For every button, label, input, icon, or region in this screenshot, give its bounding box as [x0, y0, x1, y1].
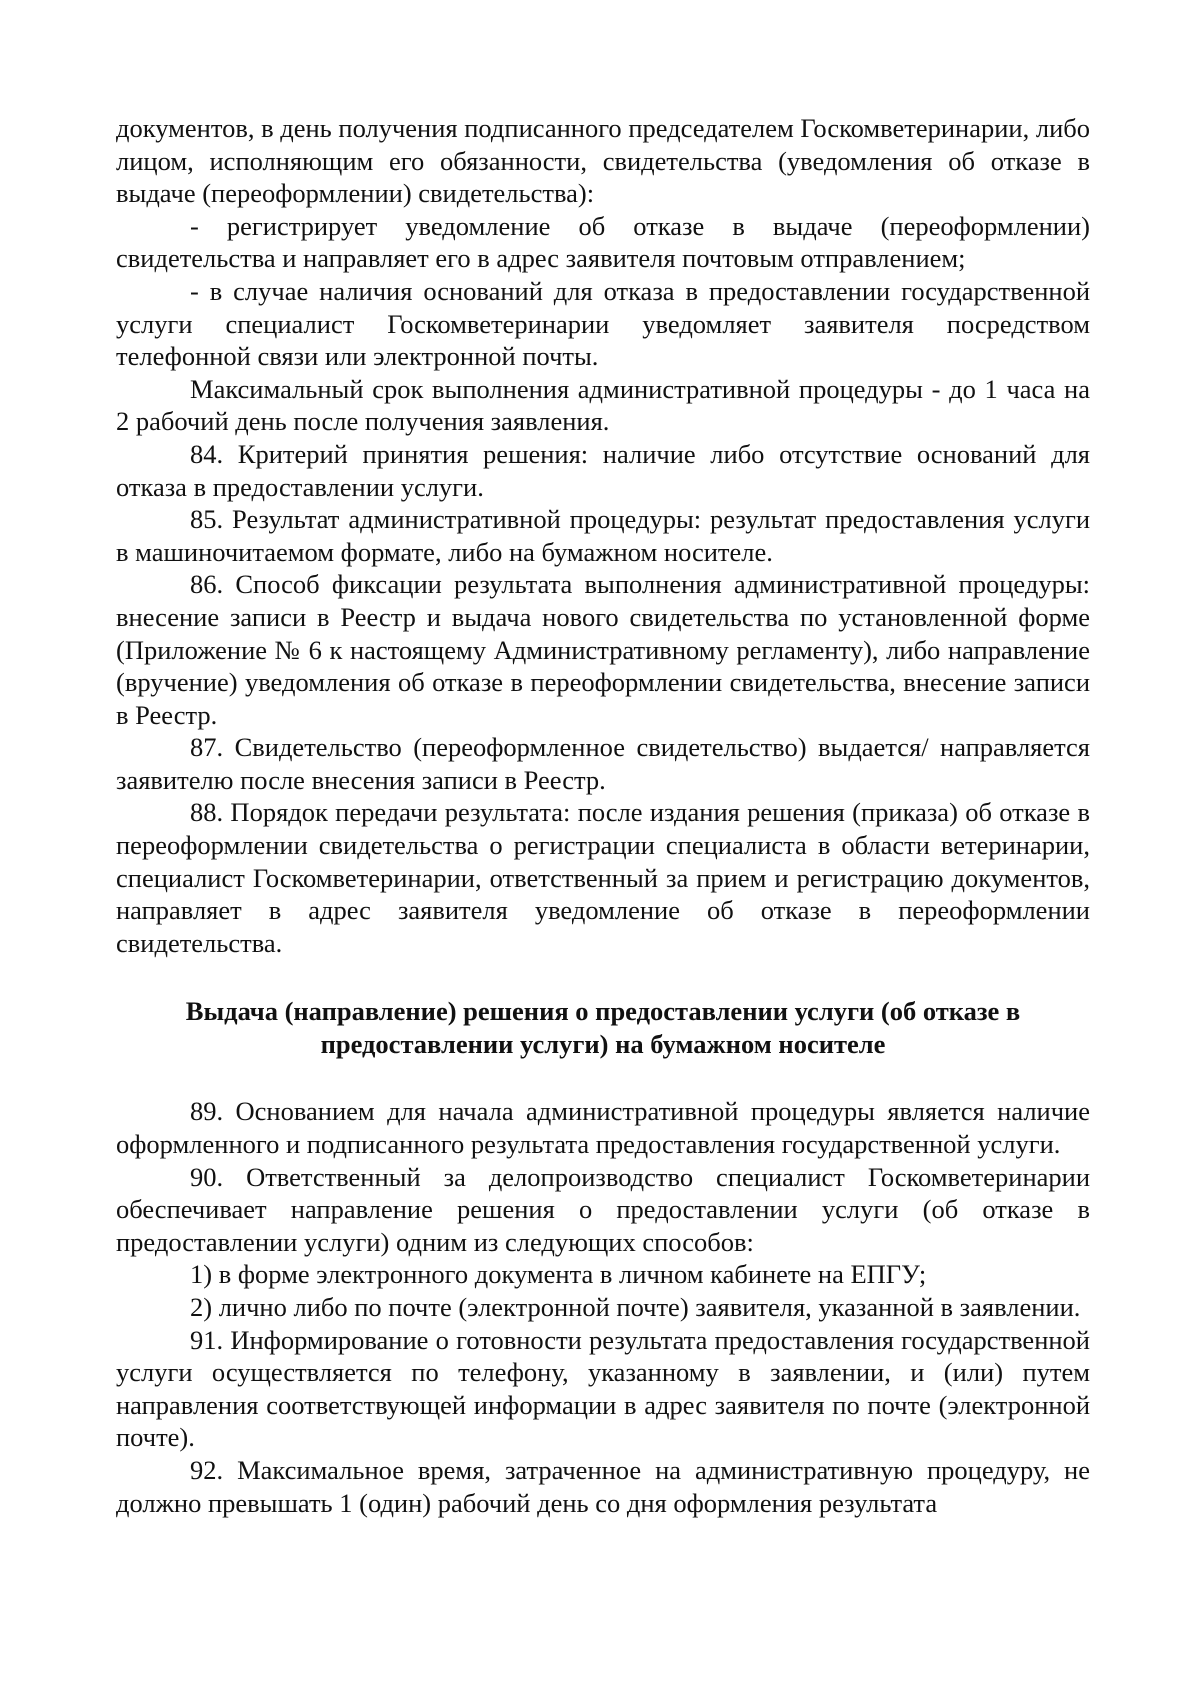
paragraph-86: 86. Способ фиксации результата выполнения административной процедуры: внесение записи в Реестр и выдача нового свидетельства по установленной форме (Приложение № 6 к настоящему Административному регламенту), либо направление (вручение) уведомления об отказе в переоформлении свидетельства, внесение записи в Реестр. — [116, 569, 1090, 730]
paragraph-max-term: Максимальный срок выполнения административной процедуры - до 1 часа на 2 рабочий день после получения заявления. — [116, 373, 1090, 437]
list-item-2: 2) лично либо по почте (электронной почте) заявителя, указанной в заявлении. — [190, 1292, 1081, 1322]
paragraph-90: 90. Ответственный за делопроизводство специалист Госкомветеринарии обеспечивает направление решения о предоставлении услуги (об отказе в предоставлении услуги) одним из следующих способов: — [116, 1161, 1090, 1257]
paragraph-continuation: документов, в день получения подписанного председателем Госкомветеринарии, либо лицом, исполняющим его обязанности, свидетельства (уведомления об отказе в выдаче (переоформлении) свидетельства): — [116, 113, 1090, 209]
paragraph-87: 87. Свидетельство (переоформленное свидетельство) выдается/ направляется заявителю после внесения записи в Реестр. — [116, 732, 1090, 795]
list-item-1: 1) в форме электронного документа в личном кабинете на ЕПГУ; — [190, 1259, 927, 1290]
paragraph-88: 88. Порядок передачи результата: после издания решения (приказа) об отказе в переоформлении свидетельства о регистрации специалиста в области ветеринарии, специалист Госкомветеринарии, ответственный за прием и регистрацию документов, направляет в адрес заявителя уведомление об отказе в переоформлении свидетельства. — [116, 797, 1090, 958]
document-page — [116, 112, 1090, 1519]
paragraph-89: 89. Основанием для начала административной процедуры является наличие оформленного и подписанного результата предоставления государственной услуги. — [116, 1096, 1090, 1160]
paragraph-92: 92. Максимальное время, затраченное на административную процедуру, не должно превышать 1 (один) рабочий день со дня оформления результата — [116, 1454, 1090, 1518]
paragraph-register-notice: - регистрирует уведомление об отказе в выдаче (переоформлении) свидетельства и направляет его в адрес заявителя почтовым отправлением; — [116, 210, 1090, 274]
paragraph-91: 91. Информирование о готовности результата предоставления государственной услуги осуществляется по телефону, указанному в заявлении, и (или) путем направления соответствующей информации в адрес заявителя по почте (электронной почте). — [116, 1324, 1090, 1453]
paragraph-85: 85. Результат административной процедуры: результат предоставления услуги в машиночитаемом формате, либо на бумажном носителе. — [116, 504, 1090, 567]
paragraph-84: 84. Критерий принятия решения: наличие либо отсутствие оснований для отказа в предоставлении услуги. — [116, 438, 1090, 502]
paragraph-notify-applicant: - в случае наличия оснований для отказа в предоставлении государственной услуги специалист Госкомветеринарии уведомляет заявителя посредством телефонной связи или электронной почты. — [116, 275, 1090, 372]
section-heading: Выдача (направление) решения о предоставлении услуги (об отказе в предоставлении услуги) на бумажном носителе — [185, 996, 1021, 1060]
